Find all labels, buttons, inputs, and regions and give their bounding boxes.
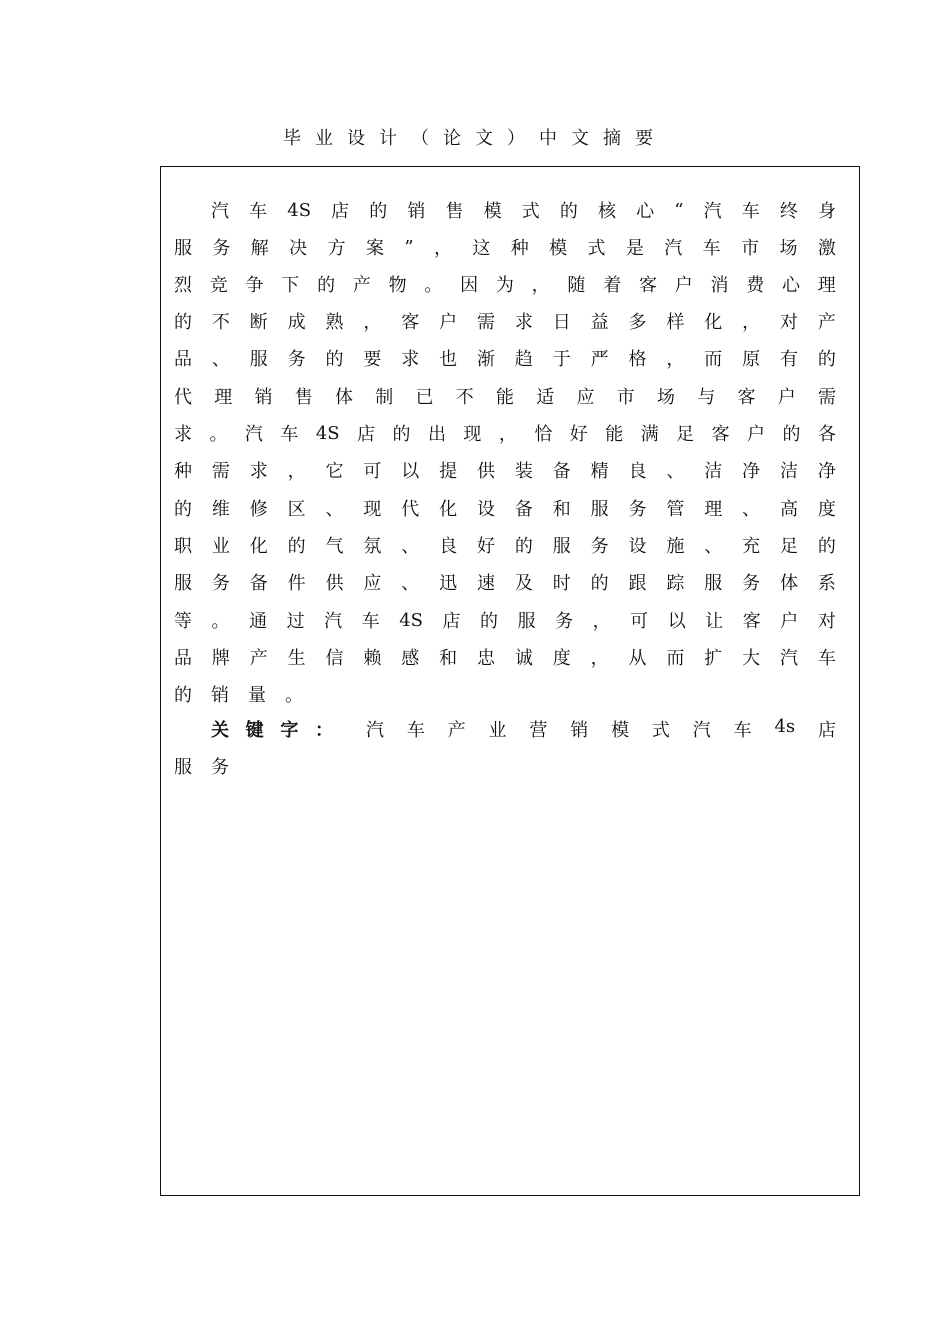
keywords-label: 关 键 字 ： xyxy=(211,720,333,741)
abstract-line: 等 。 通 过 汽 车 4S 店 的 服 务 ， 可 以 让 客 户 对 xyxy=(174,609,836,632)
abstract-line: 服 务 备 件 供 应 、 迅 速 及 时 的 跟 踪 服 务 体 系 xyxy=(174,573,836,594)
abstract-line: 的 不 断 成 熟 ， 客 户 需 求 日 益 多 样 化 ， 对 产 xyxy=(174,312,836,333)
abstract-line: 汽 车 4S 店 的 销 售 模 式 的 核 心 “ 汽 车 终 身 xyxy=(211,199,836,222)
abstract-line: 的 销 量 。 xyxy=(174,685,303,706)
abstract-line: 职 业 化 的 气 氛 、 良 好 的 服 务 设 施 、 充 足 的 xyxy=(174,536,836,557)
abstract-line: 烈 竞 争 下 的 产 物 。 因 为 ， 随 着 客 户 消 费 心 理 xyxy=(174,275,836,296)
abstract-line: 的 维 修 区 、 现 代 化 设 备 和 服 务 管 理 、 高 度 xyxy=(174,499,836,520)
keywords-line xyxy=(211,717,836,741)
abstract-line: 代 理 销 售 体 制 已 不 能 适 应 市 场 与 客 户 需 xyxy=(174,387,836,408)
keywords-line-2: 服 务 xyxy=(174,757,229,778)
abstract-line: 品 牌 产 生 信 赖 感 和 忠 诚 度 ， 从 而 扩 大 汽 车 xyxy=(174,648,836,669)
abstract-line: 求 。 汽 车 4S 店 的 出 现 ， 恰 好 能 满 足 客 户 的 各 xyxy=(174,422,836,445)
keywords-value: 汽 车 产 业 营 销 模 式 汽 车 4s 店 xyxy=(366,716,836,741)
abstract-line: 服 务 解 决 方 案 ” ， 这 种 模 式 是 汽 车 市 场 激 xyxy=(174,236,836,259)
abstract-line: 品 、 服 务 的 要 求 也 渐 趋 于 严 格 ， 而 原 有 的 xyxy=(174,349,836,370)
abstract-line: 种 需 求 ， 它 可 以 提 供 装 备 精 良 、 洁 净 洁 净 xyxy=(174,461,836,482)
page-title: 毕业设计（论文）中文摘要 xyxy=(283,128,667,149)
